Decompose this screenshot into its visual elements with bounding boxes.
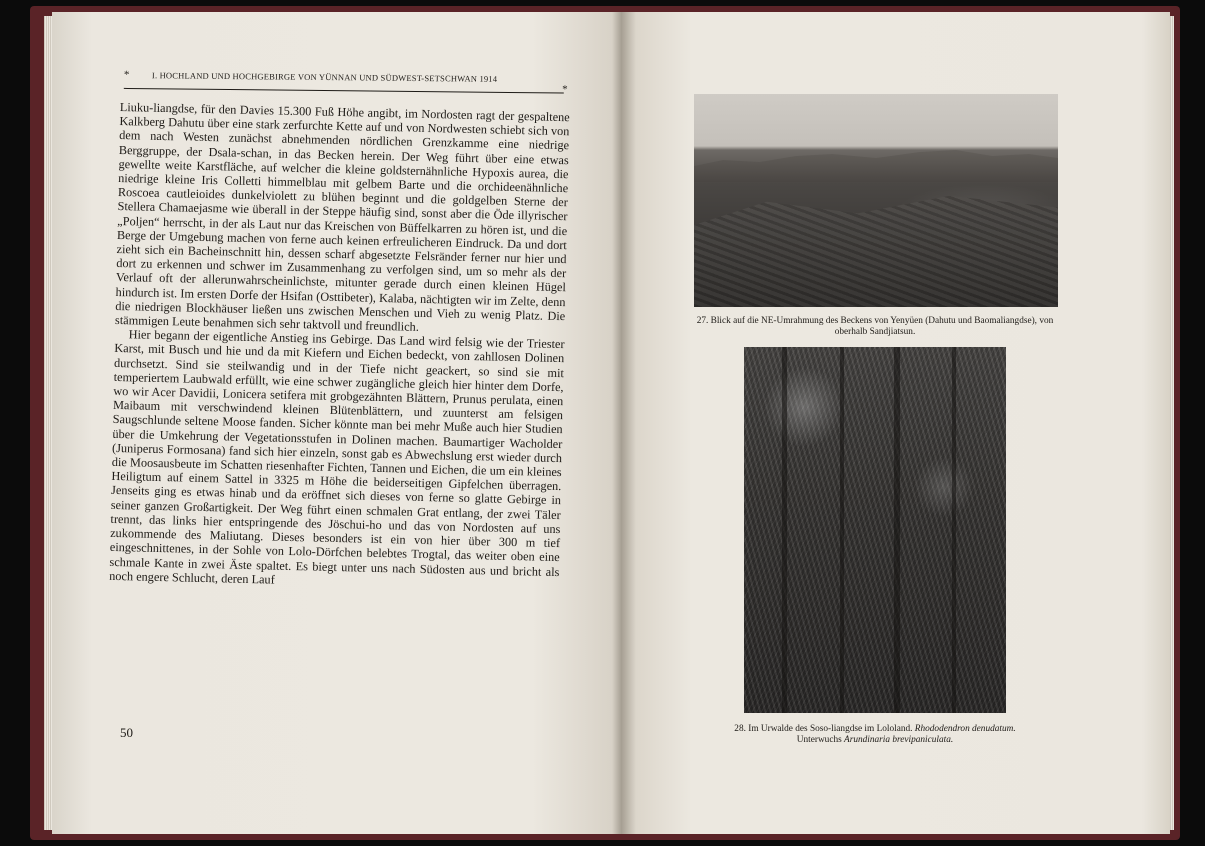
distant-hills — [694, 142, 1058, 182]
caption-text-2: Unterwuchs — [796, 735, 845, 745]
star-ornament-left: * — [123, 68, 130, 81]
paragraph-1: Liuku-liangdse, für den Davies 15.300 Fuß Höhe angibt, im Nordosten ragt der gespaltene Kalkberg Dahutu über eine stark zerfurchte Kette auf und von Nordwesten schiebt sich von dem nach Westen zunächst abnehmenden nördlichen Grenzkamme eine niedrige Berggruppe, der Dsala-schan, in das Becken herein. Der Weg führt über eine etwas gewellte weite Karstfläche, auf welcher die kleine goldsternähnliche Hypoxis aurea, die niedrige kleine Iris Colletti himmelblau mit gelbem Barte und die orchideenähnliche Roscoea cautleioides dunkelviolett zu blühen beginnt und die goldgelben Sterne der Stellera Chamaejasme wie überall in der Steppe häufig sind, sonst aber die Öde illyrischer „Poljen“ herrscht, in der als Laut nur das Kreischen von Büffelkarren zu hören ist, und die Berge der Umgebung machen von ferne auch keinen erfreulicheren Eindruck. Da und dort zieht sich ein Bacheinschnitt hin, dessen scharf abgesetzte Felsränder ferner nur hier und dort zu erkennen und schwer im Zusammenhang zu verfolgen sind, um so mehr als der Verlauf oft der allerunwahrscheinlichste, mitunter gerade durch einen kleinen Hügel hindurch ist. Im ersten Dorfe der Hsifan (Osttibeter), Kalaba, nächtigten wir im Zelte, denn die niedrigen Blockhäuser ließen uns zwischen Menschen und Vieh zu wenig Platz. Die stämmigen Leute benahmen sich sehr taktvoll und freundlich. — [114, 100, 570, 334]
page-edges-left — [44, 16, 52, 830]
caption-species-1: Rhododendron denudatum. — [914, 724, 1016, 734]
tree-trunk — [952, 347, 956, 713]
caption-text: 28. Im Urwalde des Soso-liangdse im Lololand. — [734, 724, 915, 734]
running-head-title: I. HOCHLAND UND HOCHGEBIRGE VON YÜNNAN UND SÜDWEST-SETSCHWAN 1914 — [151, 70, 498, 84]
page-number: 50 — [120, 725, 133, 740]
figure-28-caption — [720, 724, 1030, 746]
forest-photo — [744, 347, 1006, 713]
tree-trunk — [782, 347, 787, 713]
paragraph-2: Hier begann der eigentliche Anstieg ins Gebirge. Das Land wird felsig wie der Triester Karst, mit Busch und hie und da mit Kiefern und Eichen bedeckt, von zahllosen Dolinen durchsetzt. Sind sie steilwandig und in der Tiefe nicht geackert, so sind sie mit temperiertem Laubwald erfüllt, wie eine schwer zugängliche gleich hier hinter dem Dorfe, wo wir Acer Davidii, Lonicera setifera mit grobgezähnten Blättern, Prunus perulata, einen Maibaum mit verschwindend kleinen Blütenblättern, und zuunterst am felsigen Saugschlunde seltene Moose fanden. Sicher könnte man bei mehr Muße auch hier Studien über die Umkehrung der Vegetationsstufen in Dolinen machen. Baumartiger Wacholder (Juniperus Formosana) fand sich hier einzeln, sonst gab es Abwechslung erst wieder durch die Moosausbeute im Schatten riesenhafter Fichten, Tannen und Eichen, die um ein kleines Heiligtum auf einem Sattel in 3325 m Höhe die beiderseitigen Gipfelchen überragen. Jenseits ging es etwas hinab und da eröffnet sich dieses von ferne so glatte Gebirge in seiner ganzen Großartigkeit. Der Weg führt einen schmalen Grat entlang, der zwei Täler trennt, das links hier entspringende des Jöschui-ho und das von Nordosten auf uns zukommende des Maliutang. Dieses besonders ist ein von hier über 300 m tief eingeschnittenes, in der Sohle von Lolo-Dörfchen belebtes Trogtal, das weiter oben eine schmale Kante in zwei Äste spaltet. Es biegt unter uns nach Südosten aus und bricht als noch engere Schlucht, deren Lauf — [109, 327, 565, 587]
tree-trunk — [840, 347, 844, 713]
landscape-photo — [694, 94, 1058, 307]
body-text — [106, 100, 570, 730]
tree-trunk — [894, 347, 900, 713]
foreground-slopes — [694, 190, 1058, 307]
figure-27-caption: 27. Blick auf die NE-Umrahmung des Beckens von Yenyüen (Dahutu und Baomaliangdse), von oberhalb Sandjiatsun. — [696, 316, 1054, 337]
star-ornament-right: * — [562, 83, 568, 96]
caption-species-2: Arundinaria brevipaniculata. — [844, 735, 954, 745]
